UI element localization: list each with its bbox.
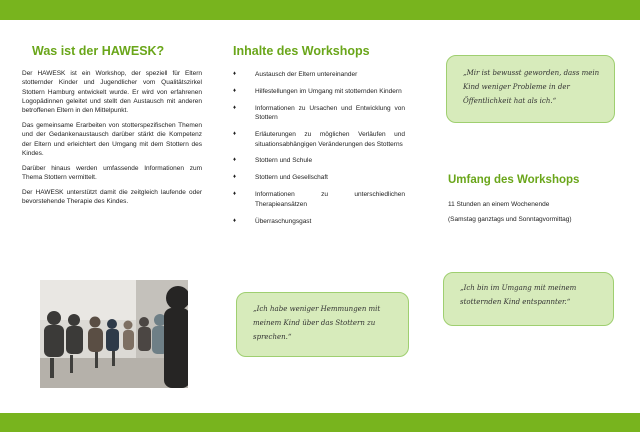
diamond-bullet-icon: ♦ <box>233 191 237 198</box>
diamond-bullet-icon: ♦ <box>233 217 237 224</box>
diamond-bullet-icon: ♦ <box>233 131 237 138</box>
group-workshop-photo <box>40 280 188 388</box>
list-item: ♦ Hilfestellungen im Umgang mit stotternden Kindern <box>233 87 402 95</box>
diamond-bullet-icon: ♦ <box>233 174 237 181</box>
intro-paragraph: Der HAWESK ist ein Workshop, der speziell für Eltern stotternder Kinder und Jugendlicher vom Qualitätszirkel Stottern Hamburg entwickelt wurde. Er wird von erfahrenen Logopädinnen geleitet und stellt den Austausch mit anderen betroffenen Eltern in den Mittelpunkt. <box>22 70 202 115</box>
heading-workshop-contents: Inhalte des Workshops <box>233 44 370 58</box>
heading-workshop-scope: Umfang des Workshops <box>448 174 580 186</box>
intro-paragraph: Der HAWESK unterstützt damit die zeitgleich laufende oder bevorstehende Therapie des Kindes. <box>22 189 202 206</box>
quote-box-entspannter: „Ich bin im Umgang mit meinem stotternden Kind entspannter.“ <box>443 272 614 326</box>
topics-list <box>233 70 405 233</box>
diamond-bullet-icon: ♦ <box>233 87 237 94</box>
quote-box-oeffentlichkeit: „Mir ist bewusst geworden, dass mein Kind weniger Probleme in der Öffentlichkeit hat als ich.“ <box>446 55 615 123</box>
duration-hours: 11 Stunden an einem Wochenende <box>448 201 550 208</box>
bottom-accent-band <box>0 413 640 432</box>
diamond-bullet-icon: ♦ <box>233 71 237 77</box>
intro-paragraph: Darüber hinaus werden umfassende Informationen zum Thema Stottern vermittelt. <box>22 164 202 182</box>
intro-text <box>22 69 202 212</box>
top-accent-band <box>0 0 640 20</box>
list-item: ♦ Austausch der Eltern untereinander <box>233 71 358 78</box>
list-item: ♦ Informationen zu unterschiedlichen Therapieansätzen <box>233 191 405 208</box>
intro-paragraph: Das gemeinsame Erarbeiten von stotterspezifischen Themen und der Gedankenaustausch darüber stärkt die Kompetenz der Eltern und erleichtert den Umgang mit dem Stottern des Kindes. <box>22 122 202 157</box>
workshop-duration <box>448 197 620 227</box>
diamond-bullet-icon: ♦ <box>233 104 237 111</box>
list-item: ♦ Stottern und Gesellschaft <box>233 174 328 182</box>
list-item: ♦ Stottern und Schule <box>233 157 313 165</box>
list-item: ♦ Informationen zu Ursachen und Entwicklung von Stottern <box>233 104 405 122</box>
duration-days: (Samstag ganztags und Sonntagvormittag) <box>448 216 572 223</box>
quote-box-hemmungen: „Ich habe weniger Hemmungen mit meinem Kind über das Stottern zu sprechen.“ <box>236 292 409 357</box>
heading-what-is-hawesk: Was ist der HAWESK? <box>32 44 165 58</box>
diamond-bullet-icon: ♦ <box>233 157 237 164</box>
list-item: ♦ Überraschungsgast <box>233 217 312 225</box>
list-item: ♦ Erläuterungen zu möglichen Verläufen und situationsabhängigen Veränderungen des Stotterns <box>233 131 405 148</box>
